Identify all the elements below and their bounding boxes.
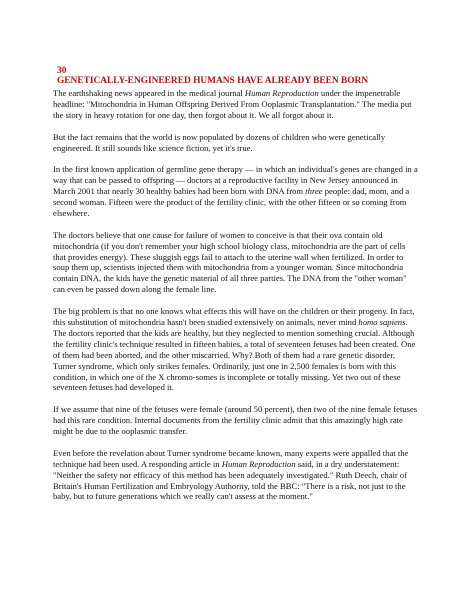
chapter-title: GENETICALLY-ENGINEERED HUMANS HAVE ALREADY BEEN BORN [57, 76, 369, 86]
italic-text: homo sapiens [358, 316, 406, 327]
paragraph [53, 306, 419, 393]
paragraph [53, 132, 419, 154]
text-run: The earthshaking news appeared in the medical journal [53, 88, 245, 98]
paragraph [53, 448, 419, 503]
text-run: The big problem is that no one knows what effects this will have on the children or their progeny. In fact, this substitution of mitochondria hasn't been studied extensively on animals, never mind [53, 306, 415, 327]
text-run: said, in a dry understatement: "Neither the safety nor efficacy of this method has been adequately investigated." Ruth Deech, chair of Britain's Human Fertilization and Embryology Authority, told the BBC: "There is a risk, not just to the baby, but to future generations which we really can't assess at the moment." [53, 458, 408, 502]
italic-text: Human Reproduction [244, 88, 319, 98]
text-run: people: dad, mom, and a second woman. Fifteen were the product of the fertility clinic, with the other fifteen or so coming from elsewhere. [53, 186, 410, 218]
body-text [53, 88, 419, 502]
italic-text: Human Reproduction [221, 458, 296, 469]
text-run: Even before the revelation about Turner syndrome became known, many experts were appalled that the technique had been used. A responding article in [53, 447, 409, 469]
text-run: If we assume that nine of the fetuses were female (around 50 percent), then two of the nine female fetuses had this rare condition. Internal documents from the fertility clinic admit that this amazingly high rate might be due to the ooplasmic transfer. [53, 404, 418, 437]
text-run: . The doctors reported that the kids are healthy, but they neglected to mention something crucial. Although the fertility clinic's technique resulted in fifteen babies, a total of seventeen fetuses had been created. One of them had been aborted, and the other miscarried. Why? Both of them had a rare genetic disorder, Turner syndrome, which only strikes females. Ordinarily, just one in 2,500 females is born with this condition, in which one of the X chromo-somes is incomplete or totally missing. Yet two out of these seventeen fetuses had developed it. [53, 316, 416, 393]
text-run: The doctors believe that one cause for failure of women to conceive is that their ova contain old mitochondria (if you don't remember your high school biology class, mitochondria are the part of cells that provides energy). These sluggish eggs fail to attach to the uterine wall when fertilized. In order to soup them up, scientists injected them with mitochondria from a younger woman. Since mitochondria contain DNA, the kids have the genetic material of all three parties. The DNA from the "other woman" can even be passed down along the female line. [53, 229, 407, 295]
chapter-number: 30 [57, 66, 67, 76]
text-run: But the fact remains that the world is now populated by dozens of children who were genetically engineered. It still sounds like science fiction, yet it's true. [53, 131, 386, 153]
paragraph [53, 88, 419, 121]
text-run: under the impenetrable headline: "Mitochondria in Human Offspring Derived From Ooplasmic Transplantation." The media put the story in heavy rotation for one day, then forgot about it. We all forgot about it. [53, 88, 412, 120]
italic-text: three [305, 186, 323, 197]
text-run: In the first known application of germline gene therapy — in which an individual's genes are changed in a way that can be passed to offspring — doctors at a reproductive facility in New Jersey announced in March 2001 that nearly 30 healthy babies had been born with DNA from [53, 164, 418, 197]
paragraph [53, 164, 419, 219]
paragraph [53, 230, 419, 295]
paragraph [53, 404, 419, 437]
